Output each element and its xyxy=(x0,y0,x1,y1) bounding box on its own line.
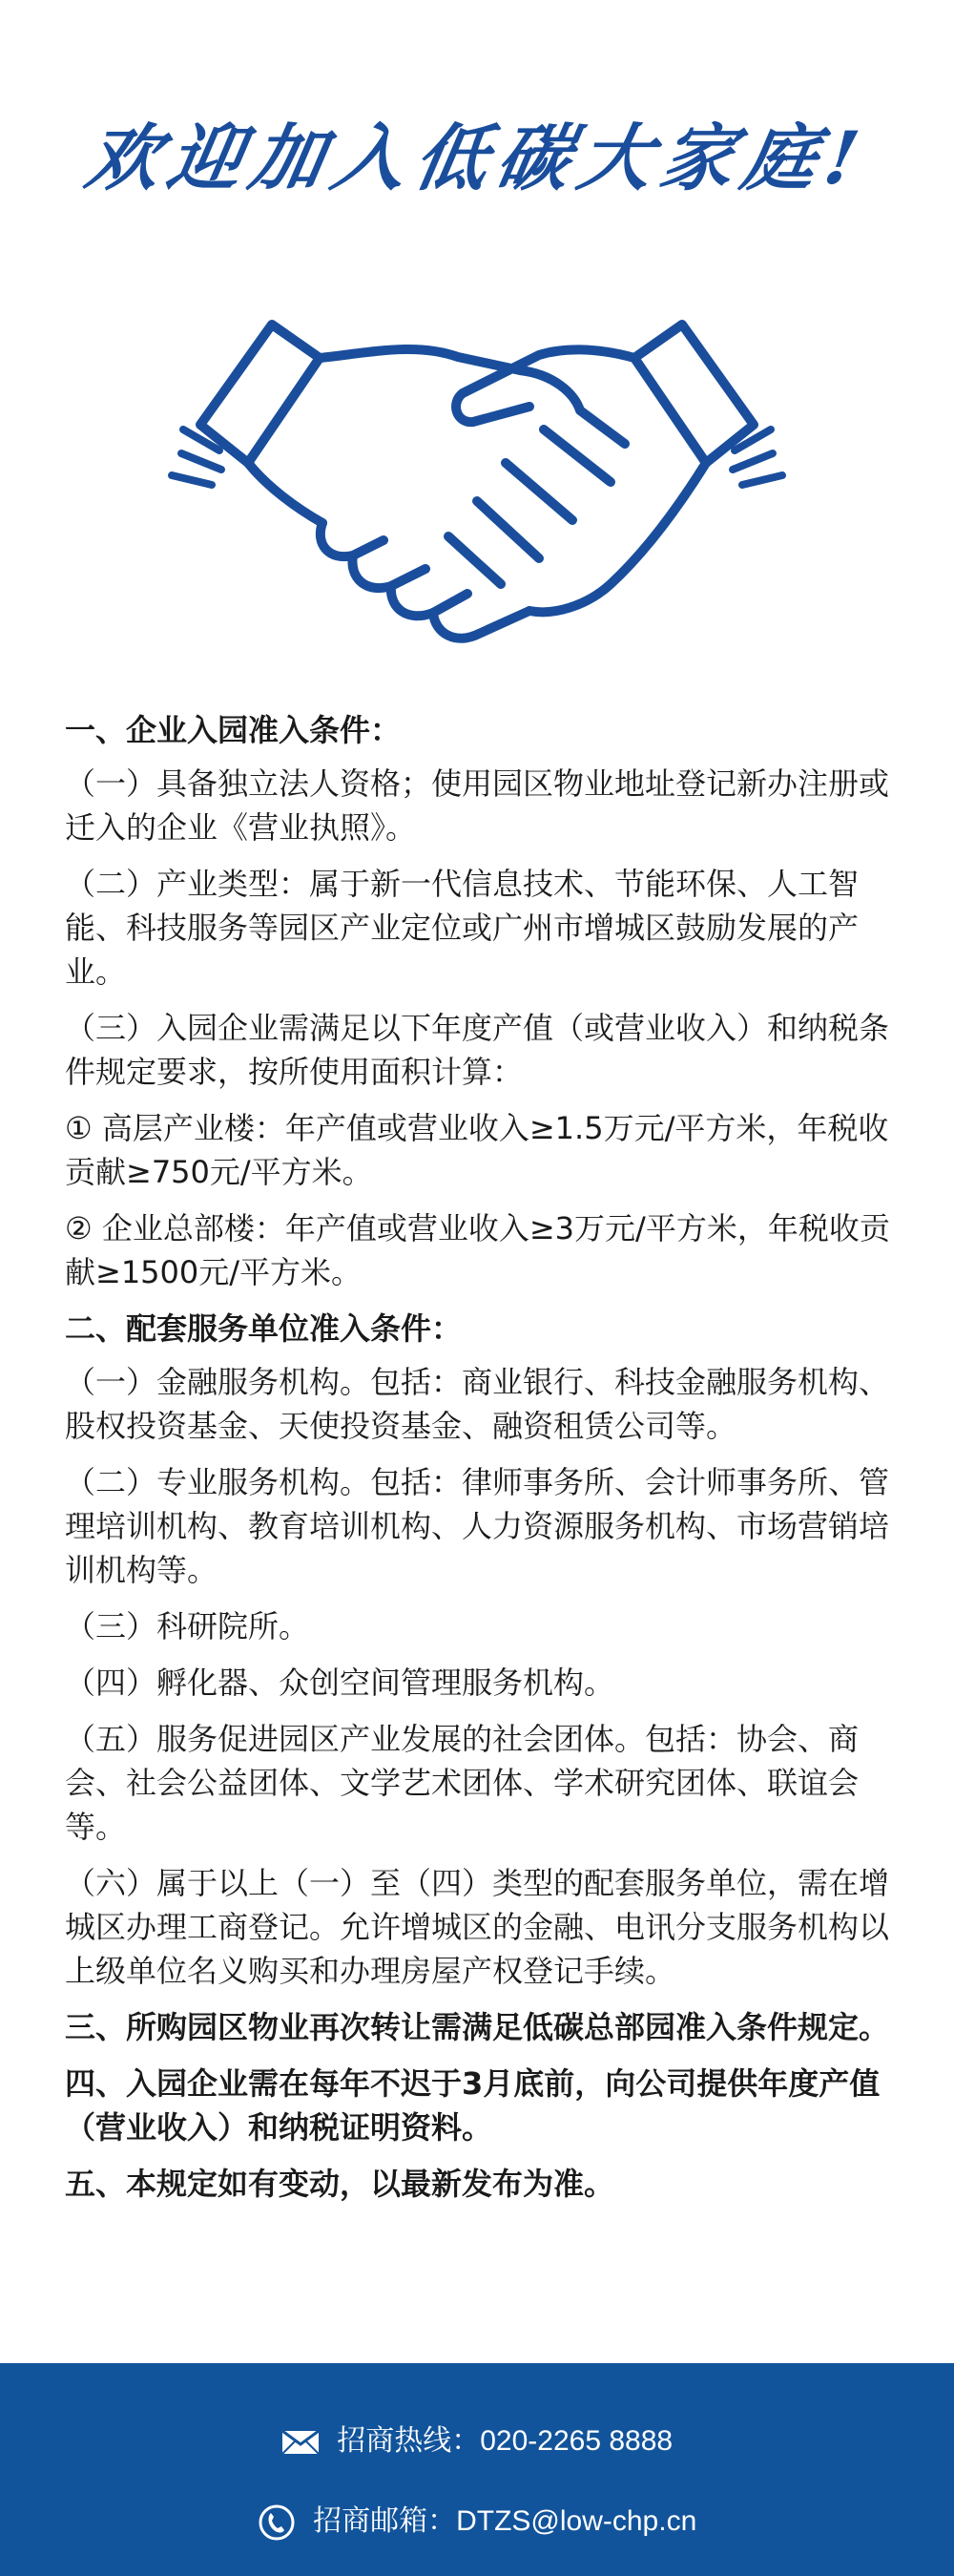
section-2-item: （二）专业服务机构。包括：律师事务所、会计师事务所、管理培训机构、教育培训机构、人力资源服务机构、市场营销培训机构等。 xyxy=(65,1464,890,1588)
section-1-item: （二）产业类型：属于新一代信息技术、节能环保、人工智能、科技服务等园区产业定位或广州市增城区鼓励发展的产业。 xyxy=(65,866,860,990)
conditions-content xyxy=(65,708,893,2218)
email-text[interactable]: 招商邮箱：DTZS@low-chp.cn xyxy=(313,2505,697,2537)
section-1-item: ① 高层产业楼：年产值或营业收入≥1.5万元/平方米，年税收贡献≥750元/平方米。 xyxy=(65,1110,889,1190)
contact-footer xyxy=(0,2363,954,2576)
section-1-heading: 一、企业入园准入条件： xyxy=(65,712,402,748)
page-title: 欢迎加入低碳大家庭! xyxy=(79,115,875,200)
phone-icon xyxy=(258,2503,296,2542)
section-5-text: 五、本规定如有变动，以最新发布为准。 xyxy=(65,2166,615,2202)
section-1-item: （一）具备独立法人资格；使用园区物业地址登记新办注册或迁入的企业《营业执照》。 xyxy=(65,765,890,846)
section-2-item: （四）孵化器、众创空间管理服务机构。 xyxy=(65,1665,615,1701)
hotline-text: 招商热线：020-2265 8888 xyxy=(337,2425,674,2457)
hotline-row xyxy=(0,2422,954,2461)
section-2-heading: 二、配套服务单位准入条件： xyxy=(65,1310,463,1347)
envelope-icon xyxy=(281,2430,320,2455)
section-3-text: 三、所购园区物业再次转让需满足低碳总部园准入条件规定。 xyxy=(65,2009,890,2045)
section-2-item: （六）属于以上（一）至（四）类型的配套服务单位，需在增城区办理工商登记。允许增城区的金融、电讯分支服务机构以上级单位名义购买和办理房屋产权登记手续。 xyxy=(65,1865,890,1989)
handshake-icon xyxy=(162,286,792,687)
section-2-item: （五）服务促进园区产业发展的社会团体。包括：协会、商会、社会公益团体、文学艺术团体、学术研究团体、联谊会等。 xyxy=(65,1721,860,1845)
section-1-item: （三）入园企业需满足以下年度产值（或营业收入）和纳税条件规定要求，按所使用面积计算： xyxy=(65,1010,890,1090)
section-2-item: （三）科研院所。 xyxy=(65,1608,310,1644)
section-2-item: （一）金融服务机构。包括：商业银行、科技金融服务机构、股权投资基金、天使投资基金、融资租赁公司等。 xyxy=(65,1364,890,1444)
email-row xyxy=(0,2503,954,2542)
section-4-text: 四、入园企业需在每年不迟于3月底前，向公司提供年度产值（营业收入）和纳税证明资料。 xyxy=(65,2065,881,2146)
section-1-item: ② 企业总部楼：年产值或营业收入≥3万元/平方米，年税收贡献≥1500元/平方米。 xyxy=(65,1210,890,1290)
